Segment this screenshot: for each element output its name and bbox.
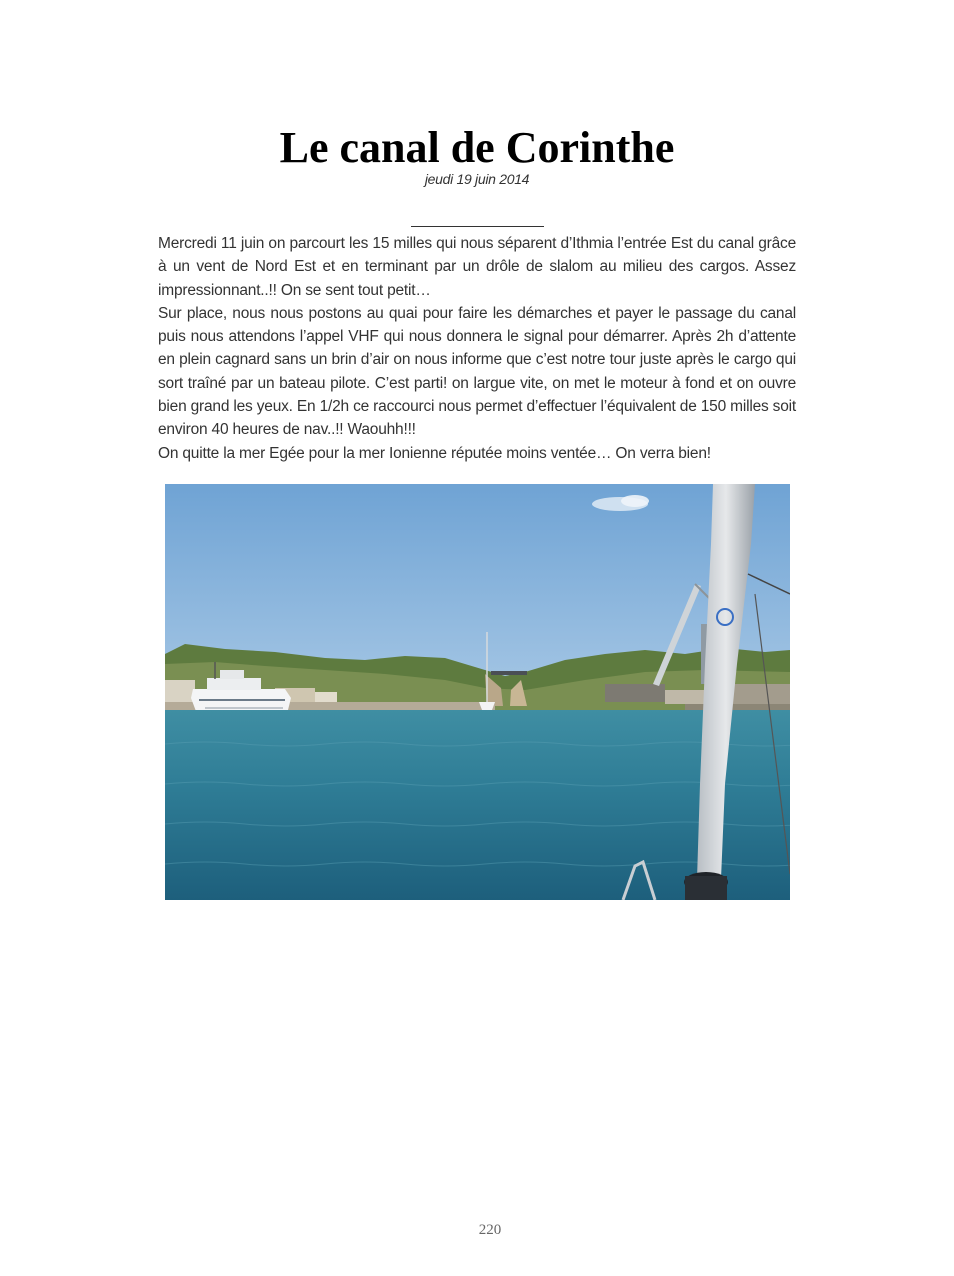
paragraph: Sur place, nous nous postons au quai pour faire les démarches et payer le passage du canal puis nous attendons l’appel VHF qui nous donnera le signal pour démarrer. Après 2h d’attente en plein cagnard sans un brin d’air on nous informe que c’est notre tour juste après le cargo qui sort traîné par un bateau pilote. C’est parti! on largue vite, on met le moteur à fond et on ouvre bien grand les yeux. En 1/2h ce raccourci nous permet d’effectuer l’équivalent de 150 milles soit environ 40 heures de nav..!! Waouhh!!! [158, 304, 796, 439]
post-date: jeudi 19 juin 2014 [424, 171, 530, 187]
page-title: Le canal de Corinthe [279, 123, 675, 172]
paragraph: On quitte la mer Egée pour la mer Ionienne réputée moins ventée… On verra bien! [158, 444, 711, 462]
canal-photo [165, 484, 790, 900]
page-number: 220 [478, 1222, 502, 1238]
article-body [158, 232, 796, 465]
paragraph: Mercredi 11 juin on parcourt les 15 milles qui nous séparent d’Ithmia l’entrée Est du canal grâce à un vent de Nord Est et en terminant par un drôle de slalom au milieu des cargos. Assez impressionnant..!! On se sent tout petit… [158, 235, 796, 299]
title-divider [411, 226, 544, 227]
